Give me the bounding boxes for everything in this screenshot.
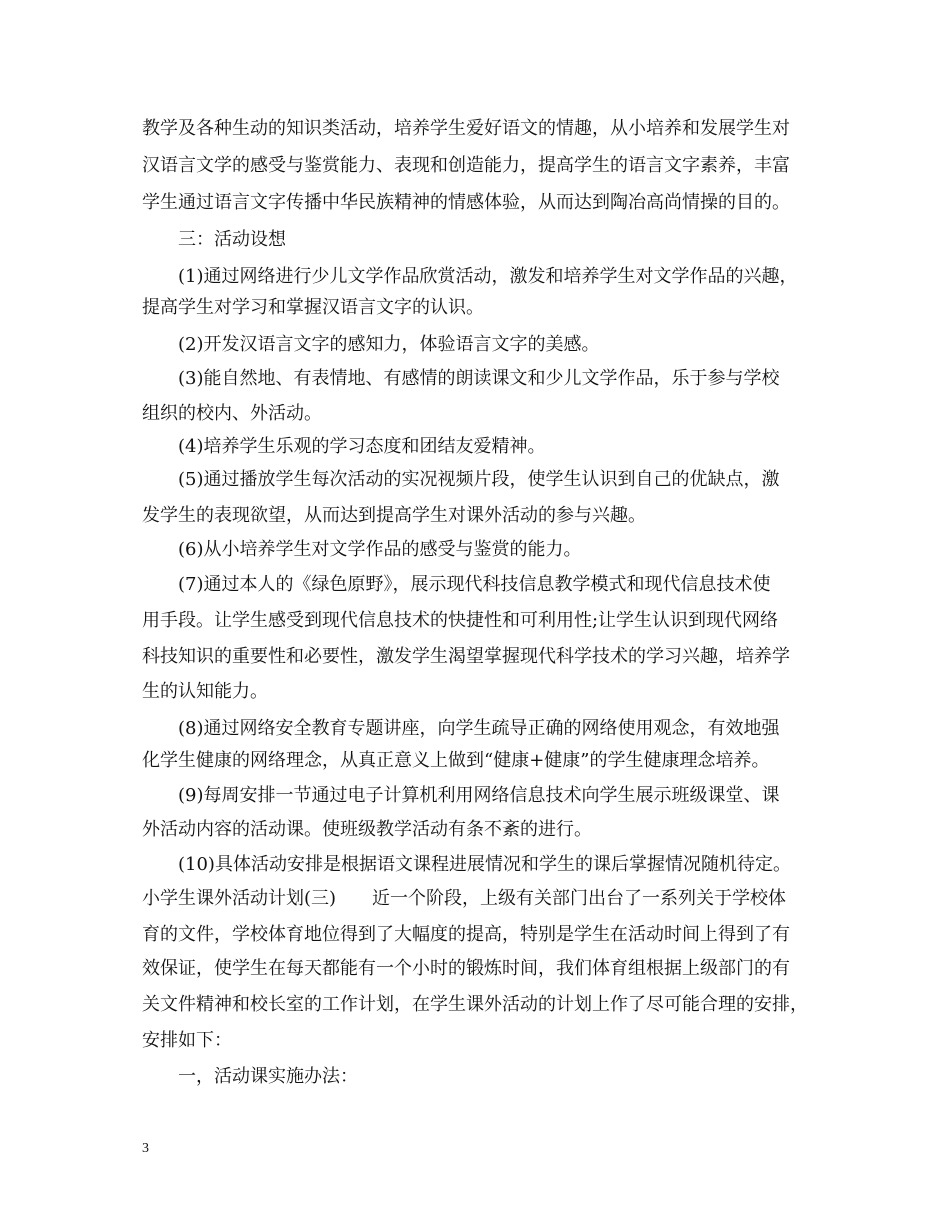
- section-heading: 一，活动课实施办法：: [178, 1066, 358, 1087]
- text-line: (10)具体活动安排是根据语文课程进展情况和学生的课后掌握情况随机待定。: [178, 854, 791, 875]
- text-line: 生的认知能力。: [142, 681, 268, 702]
- text-line: 化学生健康的网络理念，从真正意义上做到“健康+健康”的学生健康理念培养。: [142, 750, 770, 771]
- text-line: (2)开发汉语言文字的感知力，体验语言文字的美感。: [178, 334, 600, 355]
- text-line: 效保证，使学生在每天都能有一个小时的锻炼时间，我们体育组根据上级部门的有: [142, 958, 790, 979]
- text-line: (9)每周安排一节通过电子计算机利用网络信息技术向学生展示班级课堂、课: [178, 785, 780, 806]
- text-line: 外活动内容的活动课。使班级教学活动有条不紊的进行。: [142, 819, 592, 840]
- text-line: 用手段。让学生感受到现代信息技术的快捷性和可利用性;让学生认识到现代网络: [142, 610, 779, 631]
- section-heading: 三：活动设想: [178, 229, 286, 250]
- text-line: 组织的校内、外活动。: [142, 403, 322, 424]
- text-line: (6)从小培养学生对文学作品的感受与鉴赏的能力。: [178, 539, 582, 560]
- text-line: (3)能自然地、有表情地、有感情的朗读课文和少儿文学作品，乐于参与学校: [178, 368, 780, 389]
- text-line: 育的文件，学校体育地位得到了大幅度的提高，特别是学生在活动时间上得到了有: [142, 924, 790, 945]
- text-line: 提高学生对学习和掌握汉语言文字的认识。: [142, 297, 484, 318]
- text-line: (8)通过网络安全教育专题讲座，向学生疏导正确的网络使用观念，有效地强: [178, 718, 780, 739]
- text-line: 学生通过语言文字传播中华民族精神的情感体验，从而达到陶冶高尚情操的目的。: [142, 192, 790, 213]
- text-line: (5)通过播放学生每次活动的实况视频片段，使学生认识到自己的优缺点，激: [178, 469, 780, 490]
- text-line: 科技知识的重要性和必要性，激发学生渴望掌握现代科学技术的学习兴趣，培养学: [142, 646, 790, 667]
- text-line: 小学生课外活动计划(三) 近一个阶段，上级有关部门出台了一系列关于学校体: [142, 888, 787, 909]
- text-line: (1)通过网络进行少儿文学作品欣赏活动，激发和培养学生对文学作品的兴趣，: [178, 266, 798, 287]
- text-line: 汉语言文学的感受与鉴赏能力、表现和创造能力，提高学生的语言文字素养，丰富: [142, 155, 790, 176]
- page-number: 3: [142, 1141, 149, 1156]
- text-line: 教学及各种生动的知识类活动，培养学生爱好语文的情趣，从小培养和发展学生对: [142, 118, 790, 139]
- text-line: 安排如下：: [142, 1030, 232, 1051]
- text-line: (7)通过本人的《绿色原野》，展示现代科技信息教学模式和现代信息技术使: [178, 574, 771, 595]
- text-line: 关文件精神和校长室的工作计划，在学生课外活动的计划上作了尽可能合理的安排，: [142, 994, 808, 1015]
- text-line: 发学生的表现欲望，从而达到提高学生对课外活动的参与兴趣。: [142, 505, 646, 526]
- text-line: (4)培养学生乐观的学习态度和团结友爱精神。: [178, 436, 546, 457]
